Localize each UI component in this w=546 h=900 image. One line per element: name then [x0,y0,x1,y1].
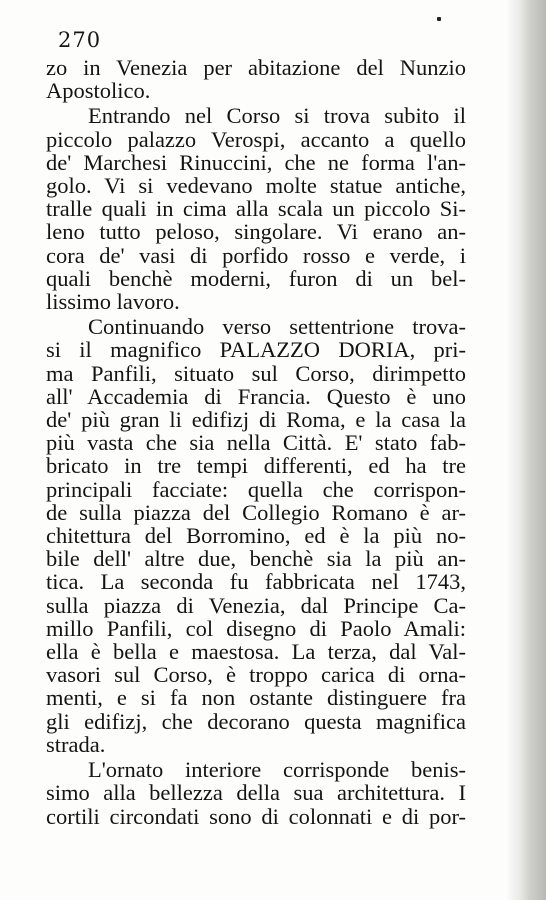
ink-speck [437,17,441,21]
text-line: si il magnifico PALAZZO DORIA, pri- [46,337,466,363]
paragraph [46,315,466,756]
paragraph [46,104,466,313]
text-line: de' Marchesi Rinuccini, che ne forma l'an- [46,149,466,175]
text-line: de' più gran li edifizj di Roma, e la casa la [46,407,466,433]
text-line: ma Panfili, situato sul Corso, dirimpetto [46,360,466,386]
text-line: lissimo lavoro. [46,289,180,315]
text-line: cortili circondati sono di colonnati e di por- [46,803,466,829]
text-line: principali facciate: quella che corrispon- [46,476,466,502]
text-line: bile dell' altre due, benchè sia la più an- [46,546,466,572]
text-line: chitettura del Borromino, ed è la più no- [46,523,466,549]
text-line: millo Panfili, col disegno di Paolo Amali: [46,615,466,641]
text-line: all' Accademia di Francia. Questo è uno [46,383,466,409]
page-gutter-shadow [506,0,546,900]
body-text [46,56,466,828]
text-line: più vasta che sia nella Città. E' stato fab- [46,430,466,456]
text-line: zo in Venezia per abitazione del Nunzio [46,55,466,80]
text-line: L'ornato interiore corrisponde benis- [88,757,466,783]
text-line: quali benchè moderni, furon di un bel- [46,265,466,291]
text-line: leno tutto peloso, singolare. Vi erano an- [46,219,466,245]
text-line: Continuando verso settentrione trova- [88,314,466,340]
paragraph [46,56,466,102]
text-line: cora de' vasi di porfido rosso e verde, i [46,242,466,268]
text-line: vasori sul Corso, è troppo carica di orna- [46,662,466,688]
text-line: Entrando nel Corso si trova subito il [88,103,466,129]
text-line: golo. Vi si vedevano molte statue antiche, [46,173,466,199]
text-line: tica. La seconda fu fabbricata nel 1743, [46,569,466,595]
paragraph [46,758,466,828]
text-line: ella è bella e maestosa. La terza, dal Val- [46,639,466,665]
page-number: 270 [58,28,102,52]
text-line: sulla piazza di Venezia, dal Principe Ca- [46,592,466,618]
text-line: tralle quali in cima alla scala un piccolo Si- [46,196,466,222]
text-line: strada. [46,731,106,757]
text-line: gli edifizj, che decorano questa magnifica [46,708,466,734]
text-line: simo alla bellezza della sua architettura. I [46,780,466,806]
text-line: bricato in tre tempi differenti, ed ha tre [46,453,466,479]
text-line: Apostolico. [46,78,151,104]
text-line: piccolo palazzo Verospi, accanto a quello [46,126,466,152]
text-line: de sulla piazza del Collegio Romano è ar- [46,499,466,525]
text-line: menti, e si fa non ostante distinguere fra [46,685,466,711]
